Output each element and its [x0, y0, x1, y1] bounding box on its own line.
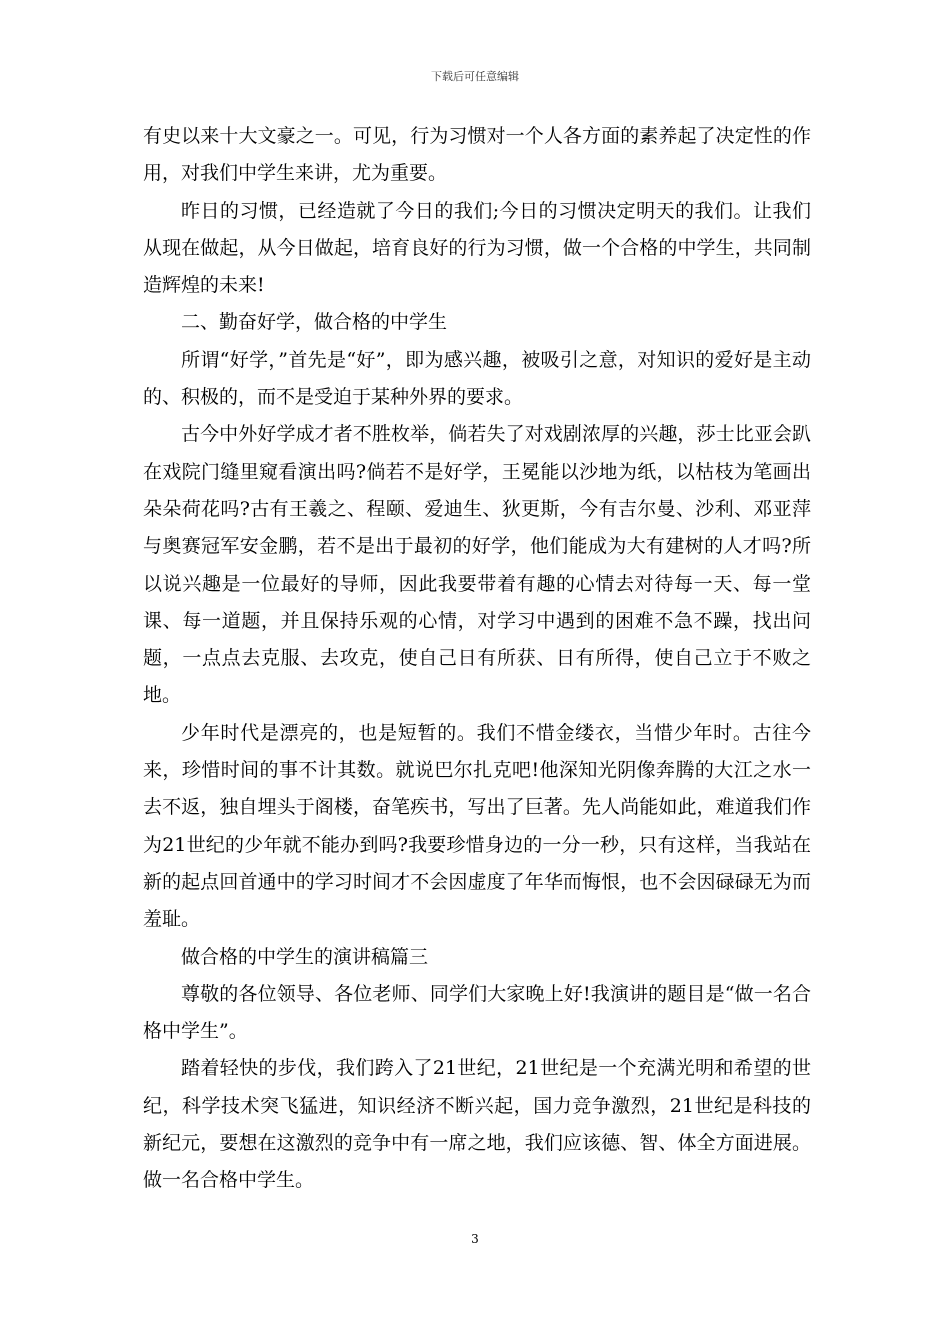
paragraph: 踏着轻快的步伐，我们跨入了21世纪，21世纪是一个充满光明和希望的世纪，科学技术突飞猛进，知识经济不断兴起，国力竞争激烈，21世纪是科技的新纪元，要想在这激烈的竞争中有一席之地，我们应该德、智、体全方面进展。做一名合格中学生。 — [143, 1057, 811, 1192]
paragraph: 少年时代是漂亮的，也是短暂的。我们不惜金缕衣，当惜少年时。古往今来，珍惜时间的事不计其数。就说巴尔扎克吧!他深知光阴像奔腾的大江之水一去不返，独自埋头于阁楼，奋笔疾书，写出了巨著。先人尚能如此，难道我们作为21世纪的少年就不能办到吗?我要珍惜身边的一分一秒，只有这样，当我站在新的起点回首通中的学习时间才不会因虚度了年华而悔恨，也不会因碌碌无为而羞耻。 — [143, 721, 811, 931]
paragraph: 昨日的习惯，已经造就了今日的我们;今日的习惯决定明天的我们。让我们从现在做起，从今日做起，培育良好的行为习惯，做一个合格的中学生，共同制造辉煌的未来! — [143, 199, 811, 297]
section-heading: 二、勤奋好学，做合格的中学生 — [181, 311, 448, 334]
body-text — [143, 118, 811, 1200]
page-header: 下载后可任意编辑 — [431, 70, 519, 83]
paragraph: 古今中外好学成才者不胜枚举，倘若失了对戏剧浓厚的兴趣，莎士比亚会趴在戏院门缝里窥看演出吗?倘若不是好学，王冕能以沙地为纸，以枯枝为笔画出朵朵荷花吗?古有王羲之、程颐、爱迪生、狄更斯，今有吉尔曼、沙利、邓亚萍与奥赛冠军安金鹏，若不是出于最初的好学，他们能成为大有建树的人才吗?所以说兴趣是一位最好的导师，因此我要带着有趣的心情去对待每一天、每一堂课、每一道题，并且保持乐观的心情，对学习中遇到的困难不急不躁，找出问题，一点点去克服、去攻克，使自己日有所获、日有所得，使自己立于不败之地。 — [143, 423, 811, 707]
paragraph: 尊敬的各位领导、各位老师、同学们大家晚上好!我演讲的题目是“做一名合格中学生”。 — [143, 982, 811, 1043]
paragraph: 所谓“好学，”首先是“好”，即为感兴趣，被吸引之意，对知识的爱好是主动的、积极的，而不是受迫于某种外界的要求。 — [143, 348, 811, 409]
paragraph: 有史以来十大文豪之一。可见，行为习惯对一个人各方面的素养起了决定性的作用，对我们中学生来讲，尤为重要。 — [143, 125, 811, 185]
page-number: 3 — [471, 1232, 479, 1246]
article-title: 做合格的中学生的演讲稿篇三 — [181, 945, 429, 968]
